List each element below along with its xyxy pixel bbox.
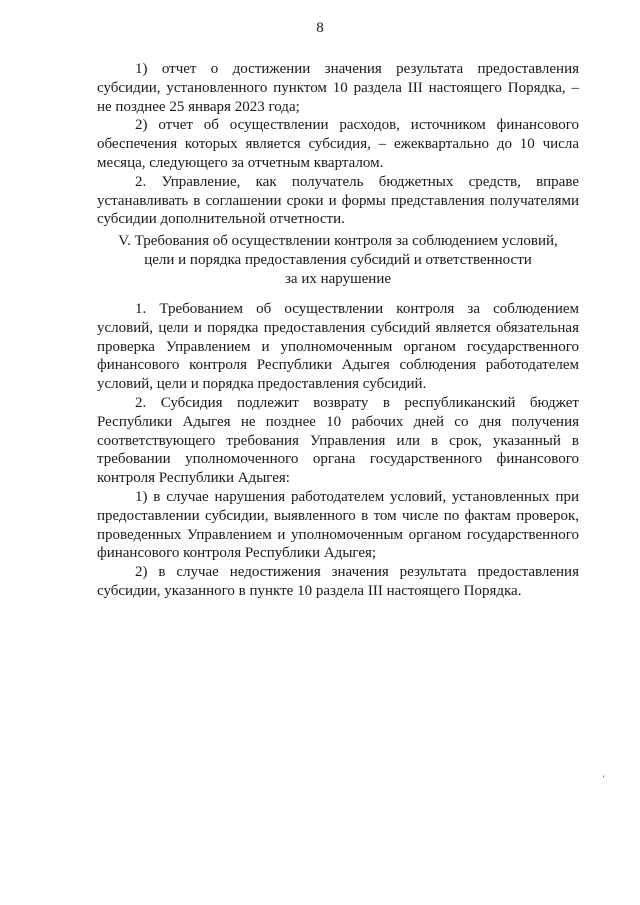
control-paragraphs	[97, 300, 579, 601]
scan-mark: ’	[602, 774, 605, 784]
section-heading-line: за их нарушение	[284, 271, 392, 287]
paragraph-violation-case: 1) в случае нарушения работодателем условий, установленных при предоставлении субсидии, выявленного в том числе по фактам проверок, проведенных Управлением и уполномоченным органом государственного финансового контроля Республики Адыгея;	[97, 488, 579, 562]
section-heading-line: цели и порядка предоставления субсидий и ответственности	[144, 252, 532, 268]
section-heading	[97, 232, 579, 289]
paragraph-control-requirement: 1. Требованием об осуществлении контроля за соблюдением условий, цели и порядка предоставления субсидий является обязательная проверка Управлением и уполномоченным органом государственного финансового контроля Республики Адыгея соблюдения работодателем условий, цели и порядка предоставления субсидий.	[97, 301, 579, 393]
paragraph-report-result: 1) отчет о достижении значения результата предоставления субсидии, установленного пунктом 10 раздела III настоящего Порядка, – не позднее 25 января 2023 года;	[97, 61, 579, 115]
paragraph-report-expenses: 2) отчет об осуществлении расходов, источником финансового обеспечения которых является субсидия, – ежеквартально до 10 числа месяца, следующего за отчетным кварталом.	[97, 117, 579, 171]
paragraph-additional-reporting: 2. Управление, как получатель бюджетных средств, вправе устанавливать в соглашении сроки и формы представления получателями субсидии дополнительной отчетности.	[97, 173, 579, 228]
paragraph-subsidy-return: 2. Субсидия подлежит возврату в республиканский бюджет Республики Адыгея не позднее 10 рабочих дней со дня получения соответствующего требования Управления или в срок, указанный в требовании уполномоченного органа государственного финансового контроля Республики Адыгея:	[97, 394, 579, 487]
section-heading-line: V. Требования об осуществлении контроля за соблюдением условий,	[118, 233, 558, 249]
reporting-paragraphs	[97, 60, 579, 229]
paragraph-nonachievement-case: 2) в случае недостижения значения результата предоставления субсидии, указанного в пункте 10 раздела III настоящего Порядка.	[97, 564, 579, 599]
page-number: 8	[316, 20, 324, 36]
